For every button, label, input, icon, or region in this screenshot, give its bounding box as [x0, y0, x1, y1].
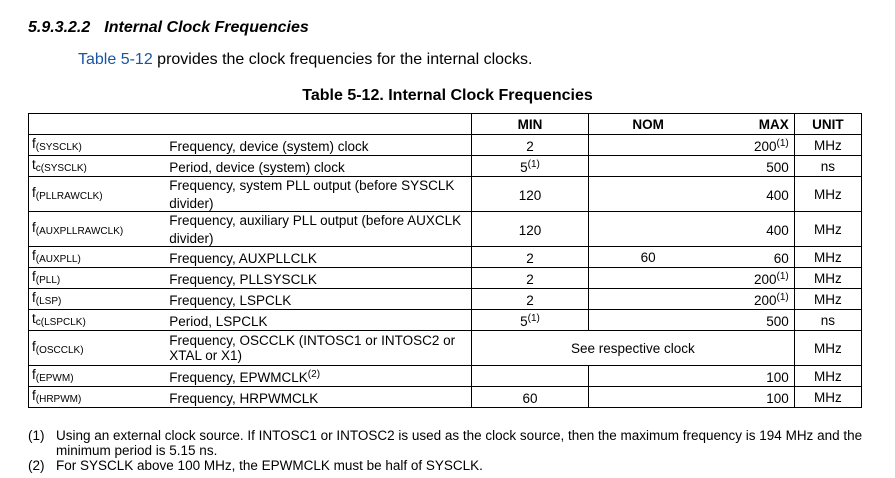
header-unit: UNIT	[794, 114, 861, 135]
table-caption: Table 5-12. Internal Clock Frequencies	[302, 87, 593, 104]
unit-cell: MHz	[794, 366, 861, 387]
clock-frequency-table	[28, 113, 862, 408]
symbol-letter: t	[32, 310, 36, 326]
table-row	[29, 310, 862, 331]
max-cell-value: 400	[766, 223, 789, 238]
symbol-subscript: (PLL)	[35, 274, 61, 286]
min-cell-footnote-ref: (1)	[527, 313, 540, 324]
table-row	[29, 177, 862, 212]
min-cell	[471, 268, 588, 289]
parameter-cell: Frequency, OSCCLK (INTOSC1 or INTOSC2 or XTAL or X1)	[154, 331, 471, 366]
symbol-cell	[29, 366, 155, 387]
parameter-cell	[154, 387, 471, 408]
max-cell	[707, 135, 794, 156]
min-cell	[471, 135, 588, 156]
unit-cell: MHz	[794, 387, 861, 408]
symbol-cell	[29, 177, 155, 212]
symbol-subscript: c(LSPCLK)	[35, 316, 86, 328]
header-nom: NOM	[589, 114, 708, 135]
nom-cell	[589, 289, 708, 310]
min-cell	[471, 310, 588, 331]
min-cell	[471, 387, 588, 408]
parameter-cell	[154, 156, 471, 177]
header-max: MAX	[707, 114, 794, 135]
max-cell-value: 400	[766, 188, 789, 203]
symbol-letter: f	[32, 184, 36, 200]
min-cell-value: 5	[520, 160, 528, 175]
max-cell	[707, 212, 794, 247]
symbol-subscript: (SYSCLK)	[35, 141, 82, 153]
footnote	[28, 428, 868, 458]
symbol-cell	[29, 387, 155, 408]
max-cell-value: 200	[753, 272, 777, 287]
unit-cell: MHz	[794, 268, 861, 289]
max-cell-footnote-ref: (1)	[776, 138, 789, 149]
table-notes	[28, 428, 868, 473]
unit-cell: ns	[794, 156, 861, 177]
header-min: MIN	[471, 114, 588, 135]
symbol-letter: f	[32, 247, 36, 263]
parameter-cell	[154, 289, 471, 310]
table-row	[29, 212, 862, 247]
max-cell	[707, 366, 794, 387]
table-row	[29, 331, 862, 366]
symbol-letter: f	[32, 268, 36, 284]
parameter-text: Frequency, EPWMCLK	[169, 370, 308, 385]
min-cell-value: 2	[526, 139, 534, 154]
parameter-text: Frequency, AUXPLLCLK	[169, 251, 317, 266]
intro-paragraph	[78, 51, 532, 69]
min-cell-footnote-ref: (1)	[527, 159, 540, 170]
symbol-cell	[29, 268, 155, 289]
nom-cell	[589, 268, 708, 289]
parameter-text: Frequency, HRPWMCLK	[169, 391, 319, 406]
min-cell	[471, 247, 588, 268]
parameter-cell	[154, 366, 471, 387]
min-cell-value: 2	[526, 251, 534, 266]
parameter-text: Frequency, system PLL output (before SYSCLK divider)	[169, 177, 455, 211]
parameter-text: Period, device (system) clock	[169, 160, 345, 175]
symbol-subscript: (AUXPLLRAWCLK)	[35, 225, 124, 237]
symbol-letter: f	[32, 219, 36, 235]
min-cell	[471, 177, 588, 212]
unit-cell: MHz	[794, 289, 861, 310]
parameter-cell	[154, 135, 471, 156]
max-cell-value: 200	[753, 139, 777, 154]
max-cell-value: 500	[766, 160, 789, 175]
unit-cell: MHz	[794, 247, 861, 268]
merged-value-cell: See respective clock	[471, 331, 794, 366]
min-cell-value: 120	[518, 223, 542, 238]
parameter-text: Period, LSPCLK	[169, 314, 268, 329]
parameter-cell	[154, 247, 471, 268]
symbol-cell	[29, 156, 155, 177]
footnote-marker: (2)	[28, 458, 45, 473]
symbol-subscript: (LSP)	[35, 295, 62, 307]
nom-cell	[589, 212, 708, 247]
max-cell	[707, 247, 794, 268]
min-cell-value: 60	[522, 391, 538, 406]
table-row	[29, 366, 862, 387]
symbol-letter: f	[32, 135, 36, 151]
unit-cell: MHz	[794, 177, 861, 212]
max-cell-value: 60	[773, 251, 789, 266]
nom-cell	[589, 366, 708, 387]
parameter-footnote-ref: (2)	[307, 369, 321, 380]
table-row	[29, 247, 862, 268]
max-cell-value: 500	[766, 314, 789, 329]
max-cell-value: 100	[766, 391, 789, 406]
parameter-cell	[154, 177, 471, 212]
footnote-text: For SYSCLK above 100 MHz, the EPWMCLK must be half of SYSCLK.	[56, 458, 483, 473]
min-cell	[471, 212, 588, 247]
intro-text: provides the clock frequencies for the internal clocks.	[152, 51, 533, 68]
footnote	[28, 458, 868, 473]
nom-cell: 60	[589, 247, 708, 268]
symbol-subscript: c(SYSCLK)	[35, 162, 87, 174]
max-cell-footnote-ref: (1)	[776, 271, 789, 282]
min-cell-value: 5	[520, 314, 528, 329]
parameter-cell	[154, 212, 471, 247]
min-cell	[471, 366, 588, 387]
max-cell	[707, 268, 794, 289]
max-cell-value: 200	[753, 293, 777, 308]
parameter-text: Frequency, PLLSYSCLK	[169, 272, 317, 287]
symbol-subscript: (AUXPLL)	[35, 253, 81, 265]
min-cell-value: 120	[518, 188, 542, 203]
footnote-text: Using an external clock source. If INTOSC1 or INTOSC2 is used as the clock source, then the maximum frequency is 194 MHz and the minimum period is 5.15 ns.	[56, 428, 863, 458]
unit-cell: MHz	[794, 331, 861, 366]
min-cell-value: 2	[526, 293, 534, 308]
parameter-text: Frequency, device (system) clock	[169, 139, 369, 154]
table-row	[29, 135, 862, 156]
parameter-cell	[154, 310, 471, 331]
symbol-letter: f	[32, 366, 36, 382]
symbol-cell	[29, 247, 155, 268]
max-cell	[707, 310, 794, 331]
parameter-text: Frequency, LSPCLK	[169, 293, 292, 308]
unit-cell: ns	[794, 310, 861, 331]
symbol-cell	[29, 289, 155, 310]
table-row	[29, 268, 862, 289]
max-cell	[707, 177, 794, 212]
symbol-cell	[29, 310, 155, 331]
max-cell	[707, 387, 794, 408]
symbol-subscript: (HRPWM)	[35, 393, 82, 405]
symbol-letter: f	[32, 289, 36, 305]
nom-cell	[589, 156, 708, 177]
symbol-letter: f	[32, 338, 36, 354]
unit-cell: MHz	[794, 212, 861, 247]
section-number: 5.9.3.2.2	[28, 19, 91, 36]
nom-cell	[589, 135, 708, 156]
min-cell-value: 2	[526, 272, 534, 287]
symbol-subscript: (PLLRAWCLK)	[35, 190, 103, 202]
symbol-letter: t	[32, 156, 36, 172]
header-parameter	[154, 114, 471, 135]
max-cell	[707, 156, 794, 177]
parameter-text: Frequency, auxiliary PLL output (before AUXCLK divider)	[169, 212, 462, 246]
min-cell	[471, 156, 588, 177]
table-link[interactable]: Table 5-12	[78, 51, 153, 68]
symbol-cell	[29, 331, 155, 366]
min-cell	[471, 289, 588, 310]
max-cell-value: 100	[766, 370, 789, 385]
nom-cell	[589, 177, 708, 212]
symbol-letter: f	[32, 387, 36, 403]
table-row	[29, 289, 862, 310]
nom-cell	[589, 387, 708, 408]
max-cell-footnote-ref: (1)	[776, 292, 789, 303]
footnote-marker: (1)	[28, 428, 45, 443]
symbol-cell	[29, 135, 155, 156]
symbol-subscript: (EPWM)	[35, 372, 74, 384]
max-cell	[707, 289, 794, 310]
table-row	[29, 156, 862, 177]
table-row	[29, 387, 862, 408]
unit-cell: MHz	[794, 135, 861, 156]
nom-cell	[589, 310, 708, 331]
symbol-subscript: (OSCCLK)	[35, 344, 84, 356]
section-title: Internal Clock Frequencies	[104, 19, 309, 36]
symbol-cell	[29, 212, 155, 247]
section-heading	[28, 19, 309, 37]
parameter-cell	[154, 268, 471, 289]
table-header-row	[29, 114, 862, 135]
header-symbol	[29, 114, 155, 135]
